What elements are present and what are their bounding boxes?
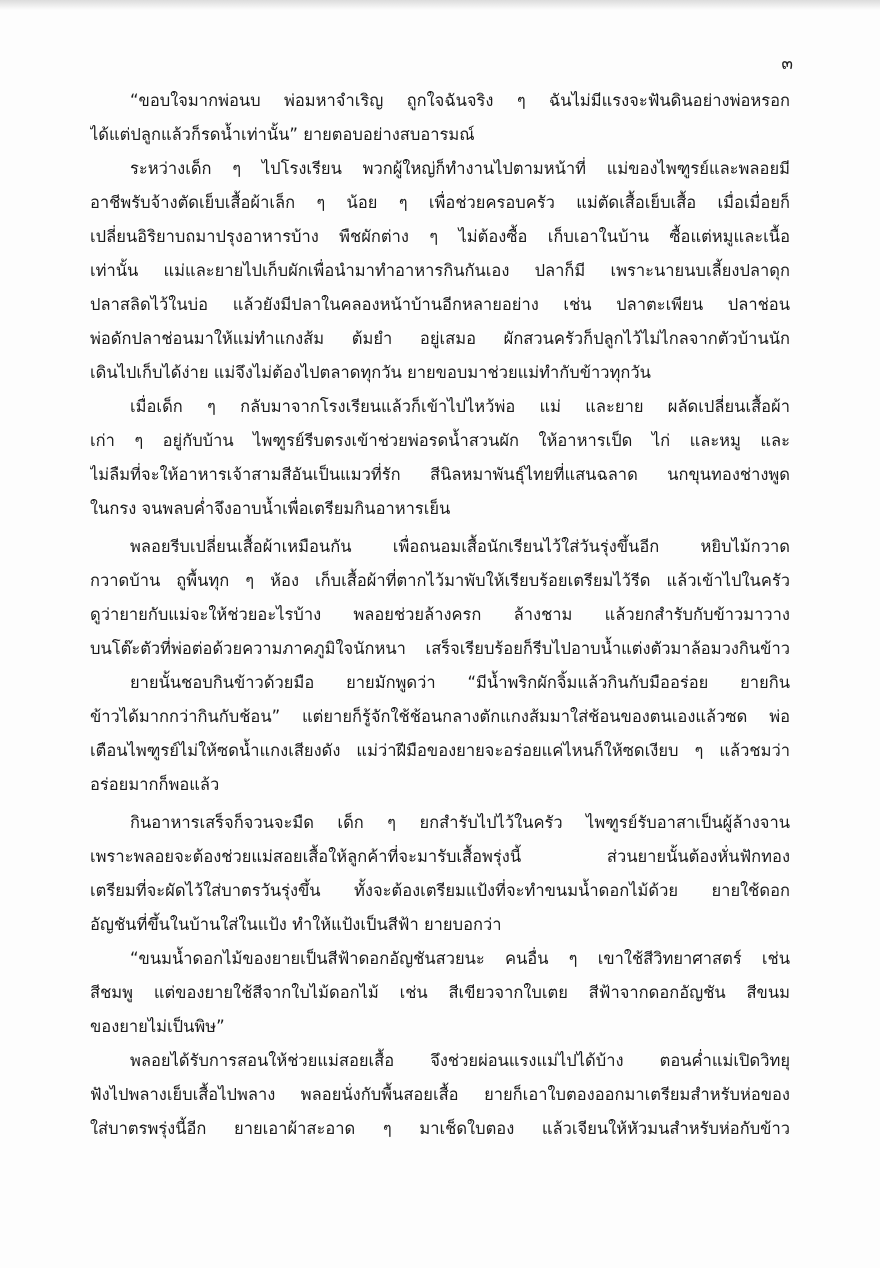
paragraph-line: เพราะพลอยจะต้องช่วยแม่สอยเสื้อให้ลูกค้าที่จะมารับเสื้อพรุ่งนี้ ส่วนยายนั้นต้องหั่นฟักทอง (90, 847, 790, 866)
paragraph-line: สีชมพู แต่ของยายใช้สีจากใบไม้ดอกไม้ เช่น สีเขียวจากใบเตย สีฟ้าจากดอกอัญชัน สีขนม (90, 983, 790, 1002)
paragraph-line: “ขนมน้ำดอกไม้ของยายเป็นสีฟ้าดอกอัญชันสวยนะ คนอื่น ๆ เขาใช้สีวิทยาศาสตร์ เช่น (130, 949, 790, 968)
paragraph-line: เปลี่ยนอิริยาบถมาปรุงอาหารบ้าง พืชผักต่าง ๆ ไม่ต้องซื้อ เก็บเอาในบ้าน ซื้อแต่หมูและเนื้อ (90, 227, 790, 246)
paragraph-line: ข้าวได้มากกว่ากินกับช้อน” แต่ยายก็รู้จักใช้ช้อนกลางตักแกงส้มมาใส่ช้อนของตนเองแล้วซด พ่อ (90, 707, 790, 726)
paragraph-line: เตรียมที่จะผัดไว้ใส่บาตรวันรุ่งขึ้น ทั้งจะต้องเตรียมแป้งที่จะทำขนมน้ำดอกไม้ด้วย ยายใช้ดอก (90, 881, 790, 900)
paragraph-line: เมื่อเด็ก ๆ กลับมาจากโรงเรียนแล้วก็เข้าไปไหว้พ่อ แม่ และยาย ผลัดเปลี่ยนเสื้อผ้า (130, 397, 790, 416)
paragraph-line: ยายนั้นชอบกินข้าวด้วยมือ ยายมักพูดว่า “มีน้ำพริกผักจิ้มแล้วกินกับมืออร่อย ยายกิน (130, 673, 790, 692)
paragraph-line: เดินไปเก็บได้ง่าย แม่จึงไม่ต้องไปตลาดทุกวัน ยายขอบมาช่วยแม่ทำกับข้าวทุกวัน (90, 363, 651, 382)
paragraph-line: พลอยรีบเปลี่ยนเสื้อผ้าเหมือนกัน เพื่อถนอมเสื้อนักเรียนไว้ใส่วันรุ่งขึ้นอีก หยิบไม้กวาด (130, 537, 790, 556)
paragraph-line: บนโต๊ะตัวที่พ่อต่อด้วยความภาคภูมิใจนักหนา เสร็จเรียบร้อยก็รีบไปอาบน้ำแต่งตัวมาล้อมวงกินข้าว (90, 639, 790, 658)
paragraph-line: กวาดบ้าน ถูพื้นทุก ๆ ห้อง เก็บเสื้อผ้าที่ตากไว้มาพับให้เรียบร้อยเตรียมไว้รีด แล้วเข้าไปในครัว (90, 571, 790, 590)
paragraph-line: ได้แต่ปลูกแล้วก็รดน้ำเท่านั้น” ยายตอบอย่างสบอารมณ์ (90, 125, 475, 144)
paragraph-line: พ่อดักปลาช่อนมาให้แม่ทำแกงส้ม ต้มยำ อยู่เสมอ ผักสวนครัวก็ปลูกไว้ไม่ไกลจากตัวบ้านนัก (90, 329, 790, 348)
paragraph-line: ฟังไปพลางเย็บเสื้อไปพลาง พลอยนั่งกับพื้นสอยเสื้อ ยายก็เอาใบตองออกมาเตรียมสำหรับห่อของ (90, 1085, 790, 1104)
scan-edge (0, 0, 880, 10)
paragraph-line: อร่อยมากก็พอแล้ว (90, 775, 220, 794)
paragraph-line: อัญชันที่ขึ้นในบ้านใส่ในแป้ง ทำให้แป้งเป็นสีฟ้า ยายบอกว่า (90, 915, 502, 934)
paragraph-line: “ขอบใจมากพ่อนบ พ่อมหาจำเริญ ถูกใจฉันจริง ๆ ฉันไม่มีแรงจะฟันดินอย่างพ่อหรอก (130, 91, 790, 110)
paragraph-line: เก่า ๆ อยู่กับบ้าน ไพฑูรย์รีบตรงเข้าช่วยพ่อรดน้ำสวนผัก ให้อาหารเป็ด ไก่ และหมู และ (90, 431, 790, 450)
paragraph-line: ใส่บาตรพรุ่งนี้อีก ยายเอาผ้าสะอาด ๆ มาเช็ดใบตอง แล้วเจียนให้หัวมนสำหรับห่อกับข้าว (90, 1119, 790, 1138)
paragraph-line: พลอยได้รับการสอนให้ช่วยแม่สอยเสื้อ จึงช่วยผ่อนแรงแม่ไปได้บ้าง ตอนค่ำแม่เปิดวิทยุ (130, 1051, 790, 1070)
body-text (90, 84, 790, 1146)
paragraph-line: ของยายไม่เป็นพิษ” (90, 1017, 225, 1036)
paragraph-line: กินอาหารเสร็จก็จวนจะมืด เด็ก ๆ ยกสำรับไปไว้ในครัว ไพฑูรย์รับอาสาเป็นผู้ล้างจาน (130, 813, 790, 832)
paragraph-line: ระหว่างเด็ก ๆ ไปโรงเรียน พวกผู้ใหญ่ก็ทำงานไปตามหน้าที่ แม่ของไพฑูรย์และพลอยมี (130, 159, 790, 178)
paragraph-line: เท่านั้น แม่และยายไปเก็บผักเพื่อนำมาทำอาหารกินกันเอง ปลาก็มี เพราะนายนบเลี้ยงปลาดุก (90, 261, 790, 280)
paragraph-line: ไม่ลืมที่จะให้อาหารเจ้าสามสีอันเป็นแมวที่รัก สีนิลหมาพันธุ์ไทยที่แสนฉลาด นกขุนทองช่างพูด (90, 465, 790, 484)
page-number: ๓ (781, 54, 794, 74)
paragraph-line: ดูว่ายายกับแม่จะให้ช่วยอะไรบ้าง พลอยช่วยล้างครก ล้างชาม แล้วยกสำรับกับข้าวมาวาง (90, 605, 790, 624)
paragraph-line: อาชีพรับจ้างตัดเย็บเสื้อผ้าเล็ก ๆ น้อย ๆ เพื่อช่วยครอบครัว แม่ตัดเสื้อเย็บเสื้อ เมื่อเมื่อยก็ (90, 193, 790, 212)
paragraph-line: ในกรง จนพลบค่ำจึงอาบน้ำเพื่อเตรียมกินอาหารเย็น (90, 499, 451, 518)
paragraph-line: เตือนไพฑูรย์ไม่ให้ซดน้ำแกงเสียงดัง แม่ว่าฝีมือของยายจะอร่อยแค่ไหนก็ให้ซดเงียบ ๆ แล้วชมว่า (90, 741, 790, 760)
paragraph-line: ปลาสลิดไว้ในบ่อ แล้วยังมีปลาในคลองหน้าบ้านอีกหลายอย่าง เช่น ปลาตะเพียน ปลาช่อน (90, 295, 790, 314)
